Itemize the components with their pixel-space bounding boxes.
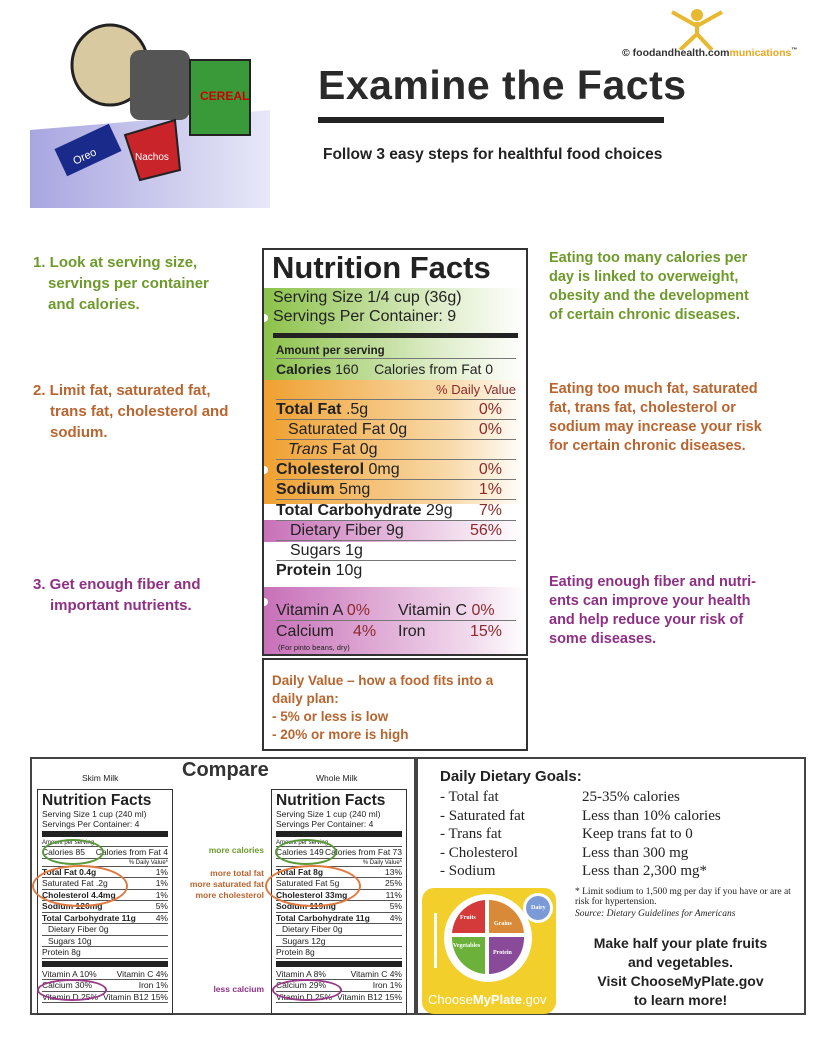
daily-goals-section (416, 757, 806, 1015)
brand-logo-figure-icon (660, 8, 730, 50)
calcium-pct: 4% (353, 623, 377, 640)
milk-row-value: 25% (384, 878, 402, 888)
daily-value-box (262, 658, 528, 751)
step-2: 2. Limit fat, saturated fat, trans fat, cholesterol and sodium. (33, 382, 229, 441)
nutrient-pct: 0% (478, 401, 502, 418)
nutrient-pct: 7% (478, 502, 502, 519)
milk-row-text: Saturated Fat .2g (42, 878, 108, 888)
nutrient-pct: 1% (478, 481, 502, 498)
note-more-total-fat: more total fat (210, 868, 264, 878)
note-more-cholesterol: more cholesterol (195, 890, 264, 900)
milk-label-row (276, 947, 402, 959)
goals-title: Daily Dietary Goals: (440, 768, 582, 785)
milk-row-value: Vitamin C 4% (350, 968, 402, 979)
trademark: ™ (791, 47, 798, 54)
calories-label: Calories (276, 361, 332, 377)
vitamin-a: Vitamin A (276, 602, 343, 619)
nutrient-amount: .5g (345, 401, 369, 418)
step-1: 1. Look at serving size, servings per container and calories. (33, 254, 209, 313)
goal-target: Keep trans fat to 0 (582, 826, 693, 842)
nutrient-row (276, 541, 516, 561)
milk-row-value: Iron 1% (372, 980, 402, 990)
milk-row-value: 5% (389, 901, 402, 911)
myplate-cta (558, 934, 803, 1010)
brand-name: foodandhealth (632, 47, 705, 59)
myplate-icon (422, 888, 556, 988)
milk-label-row (276, 969, 402, 981)
milk-label-row (42, 936, 168, 948)
goals-footnote: * Limit sodium to 1,500 mg per day if you have or are at risk for hypertension. (575, 887, 791, 907)
goal-row (440, 807, 721, 825)
highlight-oval (275, 839, 337, 865)
highlight-oval (42, 839, 104, 865)
vitamin-c: Vitamin C (398, 602, 468, 619)
skim-milk-heading: Skim Milk (82, 773, 119, 783)
brand-name-suffix: munications (729, 47, 792, 59)
milk-row-value: Vitamin B12 15% (102, 991, 168, 1002)
milk-row-value: 1% (155, 889, 168, 900)
daily-value-low: - 5% or less is low (272, 709, 389, 724)
milk-row-text: Dietary Fiber 0g (48, 924, 109, 934)
compare-section (30, 757, 416, 1015)
nutrient-amount: 0g (389, 421, 408, 438)
label-title: Nutrition Facts (272, 250, 491, 285)
milk-row-text: Total Fat 0.4g (42, 866, 97, 877)
cta-line-1: Make half your plate fruits (593, 935, 768, 951)
goal-target: Less than 300 mg (582, 844, 689, 861)
nutrient-pct: 0% (478, 421, 502, 438)
milk-row-text: Total Fat 8g (276, 866, 324, 877)
highlight-oval (37, 979, 107, 1001)
milk-row-text: Protein 8g (276, 947, 315, 957)
nutrient-name: Total Fat (276, 401, 342, 418)
milk-row-value: 13% (384, 866, 402, 877)
cta-line-2: and vegetables. (627, 954, 734, 970)
wordmark-myplate: MyPlate (472, 992, 522, 1007)
daily-value-header: % Daily Value (436, 382, 516, 397)
highlight-oval (272, 979, 342, 1001)
step-3-note: Eating enough fiber and nutri-ents can improve your health and help reduce your risk of some diseases. (549, 574, 757, 647)
whole-milk-heading: Whole Milk (316, 773, 358, 783)
milk-row-text: Vitamin A 10% (42, 968, 97, 979)
label-footnote: (For pinto beans, dry) (278, 643, 350, 652)
milk-label-row: Nutrition Facts (42, 792, 152, 809)
milk-row-text: Amount per serving (276, 840, 329, 846)
step-2-note: Eating too much fat, saturated fat, trans fat, cholesterol or sodium may increase your risk for certain chronic diseases. (549, 381, 762, 454)
nutrition-facts-label (262, 248, 528, 656)
nutrient-row (276, 561, 516, 581)
compare-title: Compare (182, 759, 269, 781)
highlight-oval (265, 865, 361, 907)
step-3: 3. Get enough fiber and important nutrients. (33, 576, 201, 614)
nutrient-row (276, 440, 516, 460)
nutrient-amount: Fat 0g (332, 441, 378, 458)
milk-label-row (42, 947, 168, 959)
milk-row-value: Vitamin B12 15% (336, 991, 402, 1002)
milk-label-row: Serving Size 1 cup (240 ml) (276, 809, 381, 819)
milk-row-text: Protein 8g (42, 947, 81, 957)
nutrient-row (276, 480, 516, 500)
milk-label-row (276, 913, 402, 925)
nutrient-name: Saturated Fat (288, 421, 385, 438)
plate-vegetables: Vegetables (453, 943, 481, 949)
calcium: Calcium (276, 623, 334, 640)
cta-line-3[interactable]: Visit ChooseMyPlate.gov (597, 973, 764, 989)
copyright-symbol: © (622, 47, 630, 59)
calories-row (276, 360, 516, 380)
nutrient-amount: 29g (425, 502, 453, 519)
milk-label-row: Servings Per Container: 4 (42, 819, 140, 829)
plate-dairy: Dairy (531, 905, 546, 911)
milk-row-value: 4% (389, 912, 402, 923)
myplate-wordmark (428, 992, 547, 1007)
step-1-note: Eating too many calories per day is linked to overweight, obesity and the development of certain chronic diseases. (549, 250, 749, 323)
nutrient-name: Sodium (276, 481, 335, 498)
highlight-oval (32, 865, 128, 907)
vitamin-c-pct: 0% (471, 602, 495, 619)
goal-row (440, 826, 693, 843)
goal-target: Less than 2,300 mg* (582, 863, 707, 879)
nutrient-pct: 0% (478, 461, 502, 478)
thick-divider (273, 333, 518, 338)
milk-label-row (42, 969, 168, 981)
title-underline (318, 117, 664, 123)
milk-row-value: Calories from Fat 4 (95, 847, 168, 857)
cookie-pack-text: Oreo (71, 146, 99, 168)
milk-label-row (42, 913, 168, 925)
page-title: Examine the Facts (318, 62, 687, 108)
goal-row (440, 844, 689, 862)
chips-bag-text: Nachos (135, 152, 169, 163)
goal-nutrient: - Total fat (440, 789, 499, 805)
nutrient-name: Trans (288, 441, 328, 458)
milk-label-row: Servings Per Container: 4 (276, 819, 374, 829)
milk-row-value: % Daily Value* (362, 859, 402, 866)
thick-divider (42, 831, 168, 837)
milk-row-value: 1% (155, 878, 168, 888)
vitamin-row-1 (276, 601, 516, 621)
milk-row-text: Cholesterol 33mg (276, 889, 348, 900)
nutrient-row (276, 400, 516, 420)
milk-row-text: Total Carbohydrate 11g (42, 912, 136, 923)
nutrient-pct: 56% (469, 522, 502, 539)
nutrient-name: Protein (276, 562, 332, 579)
wordmark-choose: Choose (428, 992, 473, 1007)
nutrient-amount: 5mg (339, 481, 371, 498)
nutrient-row (276, 420, 516, 440)
nutrient-row (276, 460, 516, 480)
nutrient-row (276, 521, 516, 541)
note-more-saturated-fat: more saturated fat (189, 879, 264, 889)
milk-row-text: Saturated Fat 5g (276, 878, 340, 888)
nutrient-name: Cholesterol (276, 461, 365, 478)
thick-divider (276, 831, 402, 837)
daily-value-title: Daily Value – how a food fits into a daily plan: (272, 673, 494, 706)
milk-row-text: Amount per serving (42, 840, 95, 846)
myplate-logo (422, 888, 556, 1014)
cereal-box-text: CEREAL (200, 89, 250, 103)
goal-nutrient: - Saturated fat (440, 807, 525, 824)
milk-row-text: Calories 85 (42, 847, 85, 857)
goal-row (440, 789, 680, 806)
vitamin-row-2 (276, 622, 516, 642)
milk-row-text: Sugars 12g (282, 935, 326, 946)
iron: Iron (398, 623, 426, 640)
milk-row-text: Sugars 10g (48, 935, 92, 946)
milk-row-text: Total Carbohydrate 11g (276, 912, 370, 923)
note-more-calories: more calories (208, 845, 264, 855)
brand-logo (622, 47, 797, 59)
goal-row (440, 863, 707, 880)
nutrient-name: Dietary Fiber (290, 522, 382, 539)
scientist-clipart (30, 10, 270, 208)
milk-row-text: Vitamin D 25% (276, 991, 333, 1002)
goal-nutrient: - Sodium (440, 863, 496, 879)
milk-label-row (276, 936, 402, 948)
vitamin-a-pct: 0% (346, 602, 370, 619)
milk-row-text: Sodium 119mg (276, 901, 336, 911)
milk-row-text: Sodium 126mg (42, 901, 103, 911)
note-less-calcium: less calcium (213, 984, 264, 994)
nutrient-amount: 10g (335, 562, 363, 579)
milk-row-text: Dietary Fiber 0g (282, 924, 343, 934)
calories-value: 160 (335, 361, 359, 377)
nutrient-amount: 9g (386, 522, 404, 539)
milk-row-value: Vitamin C 4% (116, 968, 168, 979)
milk-row-text: Calcium 29% (276, 980, 327, 990)
goals-source: Source: Dietary Guidelines for Americans (575, 909, 736, 919)
milk-row-text: Vitamin D 25% (42, 991, 99, 1002)
plate-grains: Grains (494, 921, 512, 927)
milk-label-row (276, 924, 402, 936)
goal-target: Less than 10% calories (582, 807, 721, 824)
thick-divider (276, 961, 402, 967)
servings-per-container: Servings Per Container: 9 (273, 308, 457, 325)
milk-label-row: Nutrition Facts (276, 792, 386, 809)
milk-row-value: Iron 1% (138, 980, 168, 990)
milk-row-text: Calories 149 (276, 847, 324, 857)
milk-row-value: Calories from Fat 73 (325, 847, 402, 857)
nutrient-name: Total Carbohydrate (276, 502, 422, 519)
nutrient-name: Sugars (290, 542, 341, 559)
nutrient-amount: 0mg (368, 461, 400, 478)
milk-row-value: 4% (155, 912, 168, 923)
milk-row-text: Cholesterol 4.4mg (42, 889, 116, 900)
milk-row-value: % Daily Value* (128, 859, 168, 866)
milk-row-text: Vitamin A 8% (276, 968, 326, 979)
milk-row-value: 5% (155, 901, 168, 911)
milk-row-value: 1% (155, 866, 168, 877)
milk-row-value: 11% (385, 889, 402, 900)
nutrient-amount: 1g (345, 542, 363, 559)
calories-from-fat: Calories from Fat 0 (374, 361, 494, 377)
goal-target: 25-35% calories (582, 789, 680, 805)
goal-nutrient: - Cholesterol (440, 844, 518, 861)
milk-label-row (42, 924, 168, 936)
thick-divider (42, 961, 168, 967)
daily-value-high: - 20% or more is high (272, 727, 409, 742)
milk-label-row: Serving Size 1 cup (240 ml) (42, 809, 147, 819)
amount-per-serving: Amount per serving (276, 343, 516, 359)
goal-nutrient: - Trans fat (440, 826, 502, 842)
milk-row-text: Calcium 30% (42, 980, 93, 990)
cta-line-4: to learn more! (633, 992, 728, 1008)
page-subtitle: Follow 3 easy steps for healthful food choices (323, 146, 663, 163)
wordmark-gov: .gov (521, 992, 547, 1007)
plate-fruits: Fruits (460, 915, 476, 921)
nutrient-row (276, 501, 516, 521)
plate-protein: Protein (493, 950, 512, 956)
brand-dotcom: .com (705, 47, 730, 59)
iron-pct: 15% (469, 623, 502, 640)
serving-size: Serving Size 1/4 cup (36g) (273, 289, 462, 306)
